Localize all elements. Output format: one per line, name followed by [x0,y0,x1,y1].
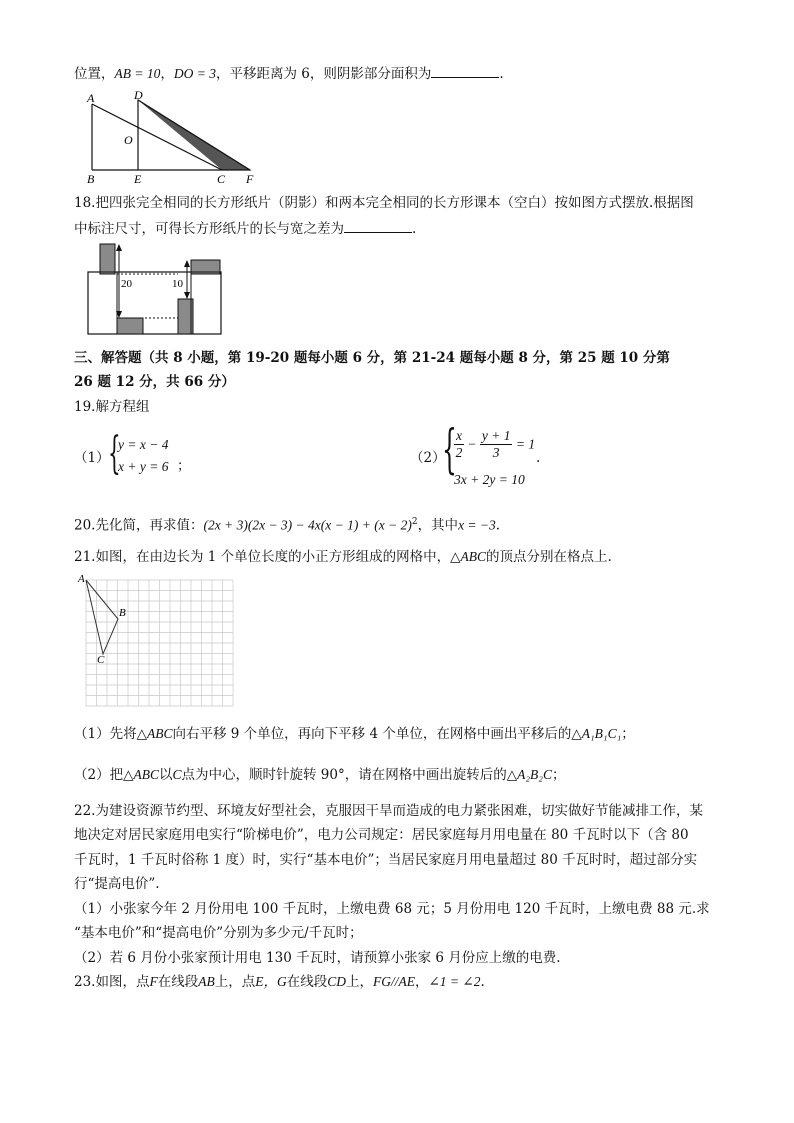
answer-blank [431,63,499,78]
q17-do: DO = 3 [173,66,216,81]
fraction-y1-3 [480,428,513,461]
q20-condition: x = −3 [458,517,496,533]
strip-left-top [100,244,115,274]
q21-part2 [74,765,566,785]
label-a: A [87,91,95,105]
brace-icon: { [442,420,457,480]
dim-label-10: 10 [172,278,183,290]
fraction-x-2 [454,428,464,461]
q18-line1: 18.把四张完全相同的长方形纸片（阴影）和两本完全相同的长方形课本（空白）按如图方式摆放.根据图 [74,195,694,211]
q17-text: 位置， [74,66,115,82]
q22-line4: 行“提高电价”. [74,876,160,892]
q19-part1-label: （1） [74,450,110,466]
q17-text-mid: ，平移距离为 6，则阴影部分面积为 [215,66,432,82]
label-c: C [217,172,226,186]
q17-tail-line [74,63,504,84]
frac2-num: y + 1 [481,428,511,443]
label-b: B [87,172,95,186]
frac1-num: x [456,428,462,443]
q22-part1-line2: “基本电价”和“提高电价”分别为多少元/千瓦时； [74,925,363,941]
q23-angles: ∠1 = ∠2 [428,974,481,989]
q19-part1-end: ； [177,458,191,474]
dim-label-20: 20 [121,278,132,290]
outer-box [88,272,221,334]
figure-17-triangles [84,90,264,186]
q23-cd: CD [327,974,346,989]
minus-sign: − [467,436,477,452]
label-b: B [119,607,126,619]
arrowhead [116,244,122,251]
q22-part1-line1: （1）小张家今年 2 月份用电 100 千瓦时，上缴电费 68 元；5 月份用电 120 千瓦时，上缴电费 88 元.求 [74,901,710,917]
q21-p2-text: （2）把 [74,767,124,783]
figure-21-grid [76,574,236,708]
q18-line2 [74,218,416,239]
q19-p1-eq2: x + y = 6 [118,459,169,474]
q20-mid: ，其中 [417,517,459,534]
label-a: A [78,574,85,585]
q23-line [74,972,485,992]
label-o: O [124,133,133,147]
q22-line1: 22.为建设资源节约型、环境友好型社会，克服因干旱而造成的电力紧张困难，切实做好节能减排工作，某 [74,803,703,819]
q20-expression: (2x + 3)(2x − 3) − 4x(x − 1) + (x − 2) [203,517,412,533]
q21-part1 [74,724,635,744]
q23-mid2: 上，点 [214,974,256,990]
section-3-title-line2: 26 题 12 分，共 66 分） [74,374,235,390]
q23-eg: E，G [255,974,287,989]
label-c: C [97,654,105,666]
q21-text-end: 的顶点分别在格点上. [486,549,612,565]
q19-part2-eq1 [454,428,535,461]
q21-p1-triangle: △ABC [136,726,173,741]
q22-line2: 地决定对居民家庭用电实行“阶梯电价”，电力公司规定：居民家庭每月用电量在 80 千瓦时以下（含 80 [74,827,689,843]
q23-end: . [480,974,485,990]
q21-text: 21.如图，在由边长为 1 个单位长度的小正方形组成的网格中， [74,549,451,565]
q21-p2-mid1: 以 [158,767,173,783]
q23-sep: ， [415,974,429,990]
section-3-title-line1: 三、解答题（共 8 小题，第 19-20 题每小题 6 分，第 21-24 题每小题 8 分，第 25 题 10 分第 [74,350,670,366]
arrowhead [184,260,190,267]
q21-p1-result: △A₁B₁C₁ [571,726,622,741]
q21-p2-result: △A₂B₂C [506,767,553,782]
q19-part2-eq2: 3x + 2y = 10 [454,472,525,487]
q21-triangle: △ABC [450,549,487,564]
eq1-rhs: = 1 [515,436,536,452]
q23-f: F [149,974,158,989]
q22-line3: 千瓦时，1 千瓦时俗称 1 度）时，实行“基本电价”；当居民家庭月用电量超过 80 千瓦时时，超过部分实 [74,852,698,868]
label-e: E [134,172,142,186]
label-d: D [134,90,143,102]
q18-end: . [412,221,417,237]
frac2-den: 3 [492,445,500,460]
q17-ab: AB = 10 [114,66,161,81]
brace-icon: { [108,428,121,479]
q23-parallel: FG//AE [373,974,415,989]
answer-blank [344,218,412,233]
q20-text: 20.先化简，再求值： [74,517,204,534]
q21-p1-text: （1）先将 [74,726,137,742]
q21-line [74,547,612,567]
q20-line [74,512,500,536]
q18-text: 中标注尺寸，可得长方形纸片的长与宽之差为 [74,221,344,237]
q21-p1-mid: 向右平移 9 个单位，再向下平移 4 个单位，在网格中画出平移后的 [172,726,572,742]
q19-title: 19.解方程组 [74,399,150,415]
q20-exponent: 2 [411,517,418,527]
q22-part2: （2）若 6 月份小张家预计用电 130 千瓦时，请预算小张家 6 月份应上缴的电费. [74,950,561,966]
q23-ab: AB [198,974,215,989]
q19-p1-eq1: y = x − 4 [118,437,169,452]
q21-p2-end: ； [552,767,566,783]
q21-p2-c: C [172,767,182,782]
q23-mid4: 上， [346,974,373,990]
strip-left-bottom [117,318,143,334]
figure-18-paper-strips [86,242,226,336]
label-f: F [246,172,254,186]
q23-mid1: 在线段 [157,974,199,990]
q19-part2-end: . [536,450,541,466]
q19-part1-system [118,434,168,478]
frac1-den: 2 [455,445,463,460]
q17-sep: ， [160,66,174,82]
q20-end: . [495,517,501,534]
q23-mid3: 在线段 [286,974,328,990]
q21-p2-mid2: 点为中心，顺时针旋转 90°，请在网格中画出旋转后的 [181,767,507,783]
q21-p2-triangle: △ABC [123,767,159,782]
q23-text: 23.如图，点 [74,974,150,990]
q21-p1-end: ； [621,726,635,742]
q19-part2-label: （2） [410,450,446,466]
q17-end: . [499,66,504,82]
